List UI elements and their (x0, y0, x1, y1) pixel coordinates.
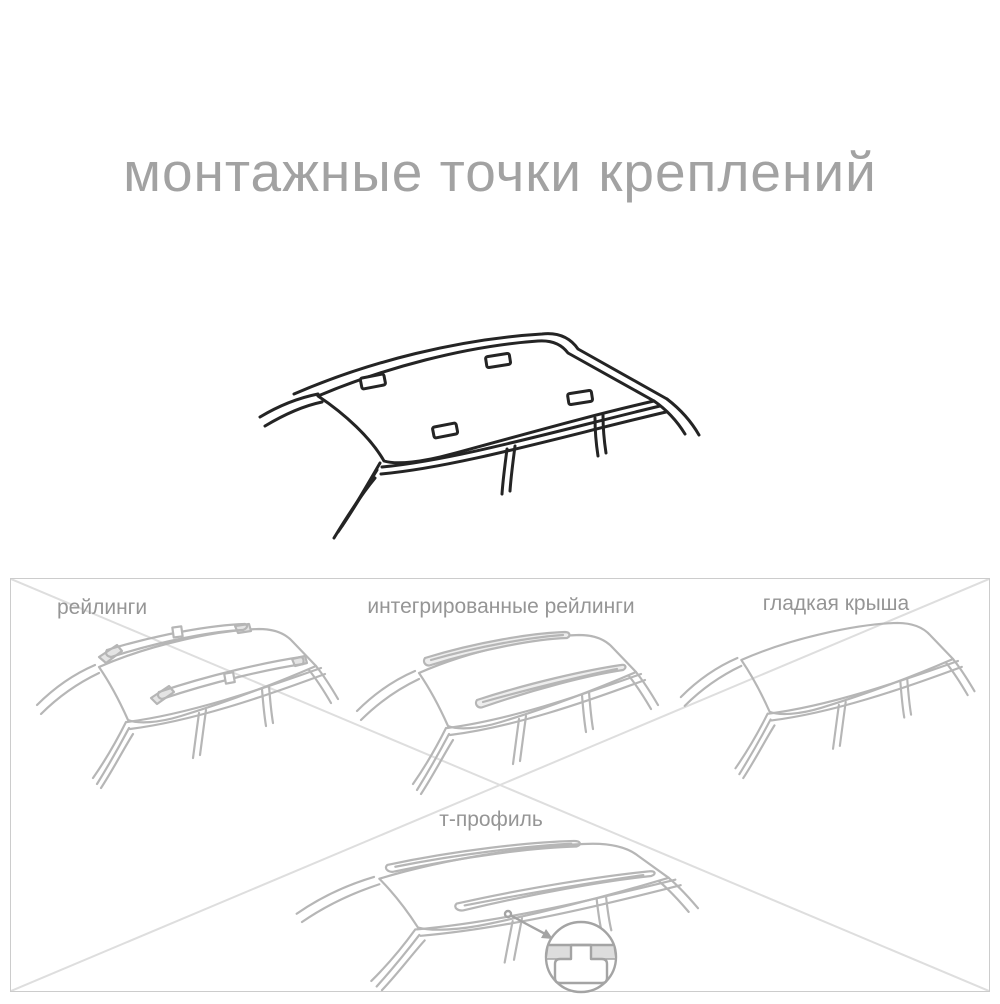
windshield-line (97, 728, 129, 784)
c-pillar-line (907, 679, 911, 715)
b-pillar-line (513, 719, 519, 764)
windshield-line (371, 929, 415, 981)
a-pillar-line (37, 665, 95, 705)
c-pillar-line (269, 686, 273, 723)
b-pillar-line (840, 702, 846, 746)
c-pillar-line (606, 896, 611, 930)
windshield-line (743, 725, 774, 778)
label-railings: рейлинги (57, 596, 148, 619)
a-pillar-line (265, 402, 322, 426)
mounting-point (432, 423, 458, 438)
windshield-line (93, 722, 126, 778)
a-pillar-line (357, 671, 415, 711)
a-pillar-line (681, 658, 738, 697)
b-pillar-line (510, 446, 515, 491)
c-pillar-line (589, 692, 593, 729)
b-pillar-line (505, 921, 513, 962)
b-pillar-line (200, 710, 206, 755)
label-smooth-roof: гладкая крыша (762, 592, 910, 615)
mounting-point (360, 374, 386, 389)
t-profile-roof-figure (286, 829, 726, 1004)
pointer-arrow-line (512, 916, 547, 935)
roof-types-panel (10, 578, 990, 992)
roof-outer-edge (294, 334, 667, 399)
integrated-railings-roof-figure (349, 619, 679, 809)
roof-surface (419, 635, 636, 728)
rail-clamp (224, 672, 235, 683)
b-pillar-line (193, 713, 199, 758)
a-pillar-line (297, 877, 374, 914)
mounting-point (485, 353, 510, 368)
b-pillar-line (833, 705, 839, 749)
rail-clamp (172, 626, 182, 637)
b-pillar-line (502, 449, 507, 494)
roof-drawing (297, 841, 698, 990)
smooth-roof-figure (673, 607, 995, 793)
page-title: монтажные точки креплений (123, 141, 877, 203)
roof-surface (379, 844, 668, 930)
windshield-line (735, 714, 767, 769)
mounting-point (567, 390, 592, 405)
windshield-line (382, 940, 425, 990)
label-integrated-railings: интегрированные рейлинги (367, 595, 635, 618)
windshield-line (377, 935, 420, 987)
windshield-line (101, 734, 133, 788)
gutter-line (381, 412, 666, 474)
roof-surface (741, 623, 953, 714)
label-t-profile: т-профиль (439, 808, 543, 831)
main-roof-mounting-points-figure (230, 320, 750, 560)
arrow-start-dot (505, 911, 511, 917)
windshield-line (739, 720, 770, 775)
b-pillar-line (520, 716, 526, 761)
profile-body-left (546, 945, 571, 959)
windshield-line (417, 734, 449, 790)
b-pillar-line (514, 918, 522, 959)
windshield-line (421, 740, 453, 794)
c-pillar-line (595, 418, 598, 456)
railings-roof-figure (29, 613, 359, 803)
profile-body-right (591, 945, 616, 959)
windshield-line (413, 728, 446, 784)
windshield-line (334, 478, 375, 538)
